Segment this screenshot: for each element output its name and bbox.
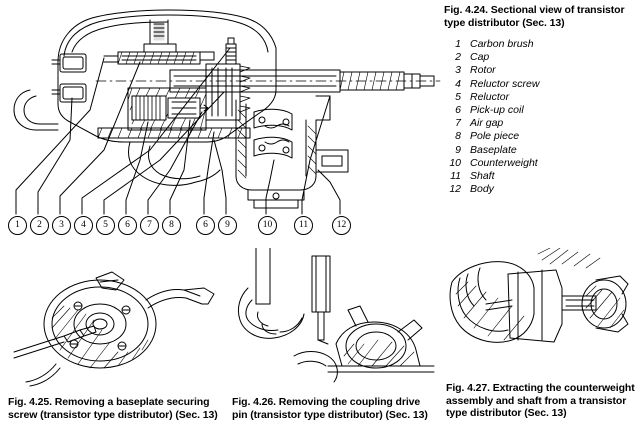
legend-label: Reluctor screw [470,77,540,90]
legend-item [444,64,636,77]
legend-label: Rotor [470,64,496,77]
legend-number: 11 [450,170,461,183]
legend-number: 8 [455,130,461,143]
legend-number: 7 [455,117,461,130]
callout-1: 1 [8,216,27,235]
legend-label: Baseplate [470,143,517,156]
legend-number: 4 [455,77,461,90]
main-caption-line-1: Fig. 4.24. Sectional view of transistor [444,4,625,16]
legend-item [444,157,636,170]
main-caption-line-2: type distributor (Sec. 13) [444,16,565,29]
legend-label: Carbon brush [470,38,534,50]
legend-item [444,183,636,196]
callout-12: 12 [332,216,351,235]
legend-number: 1 [455,38,461,50]
figure-a-caption-line-1: Fig. 4.25. Removing a baseplate securing [8,396,210,408]
legend-list [444,38,636,196]
legend-item [444,38,636,51]
figure-c-caption [446,382,638,420]
legend-label: Pole piece [470,130,520,143]
legend-label: Counterweight [470,156,538,169]
legend-item [444,51,636,64]
photo-coupling-drive-pin-removal [232,248,438,390]
legend-label: Pick-up coil [470,104,524,117]
callout-7: 7 [140,216,159,235]
figure-c-caption-line-2: assembly and shaft from a transistor [446,394,627,407]
callout-8: 8 [162,216,181,235]
legend-item [444,104,636,117]
legend-column [444,4,636,196]
callout-10: 10 [258,216,277,235]
legend-label: Shaft [470,170,495,183]
legend-number: 9 [455,143,461,156]
legend-number: 5 [455,90,461,103]
legend-item [444,144,636,157]
legend-label: Air gap [470,117,504,130]
legend-item [444,91,636,104]
callout-5: 5 [96,216,115,235]
legend-label: Cap [470,51,490,64]
legend-item [444,130,636,143]
legend-number: 12 [449,183,461,196]
legend-number: 6 [455,104,461,117]
callout-number-row [0,216,444,238]
main-figure-caption [444,4,636,29]
figure-b-caption [232,396,442,421]
callout-9: 9 [218,216,237,235]
figure-b-caption-line-2: pin (transistor type distributor) (Sec. 13) [232,408,428,421]
callout-6: 6 [118,216,137,235]
callout-6b: 6 [196,216,215,235]
legend-number: 10 [449,156,461,169]
sectional-view-illustration [0,0,444,245]
callout-4: 4 [74,216,93,235]
photo-baseplate-screw-removal [8,248,222,390]
legend-number: 3 [455,64,461,77]
legend-item [444,170,636,183]
legend-label: Body [470,183,494,196]
figure-a-caption [8,396,226,421]
figure-c-caption-line-1: Fig. 4.27. Extracting the counterweight [446,382,635,394]
legend-number: 2 [455,51,461,64]
figure-c-caption-line-3: type distributor (Sec. 13) [446,407,567,419]
legend-item [444,78,636,91]
legend-item [444,117,636,130]
callout-2: 2 [30,216,49,235]
callout-11: 11 [294,216,313,235]
callout-3: 3 [52,216,71,235]
photo-counterweight-extraction [446,248,636,374]
figure-b-caption-line-1: Fig. 4.26. Removing the coupling drive [232,396,421,408]
legend-label: Reluctor [470,90,510,103]
figure-a-caption-line-2: screw (transistor type distributor) (Sec. 13) [8,408,218,421]
